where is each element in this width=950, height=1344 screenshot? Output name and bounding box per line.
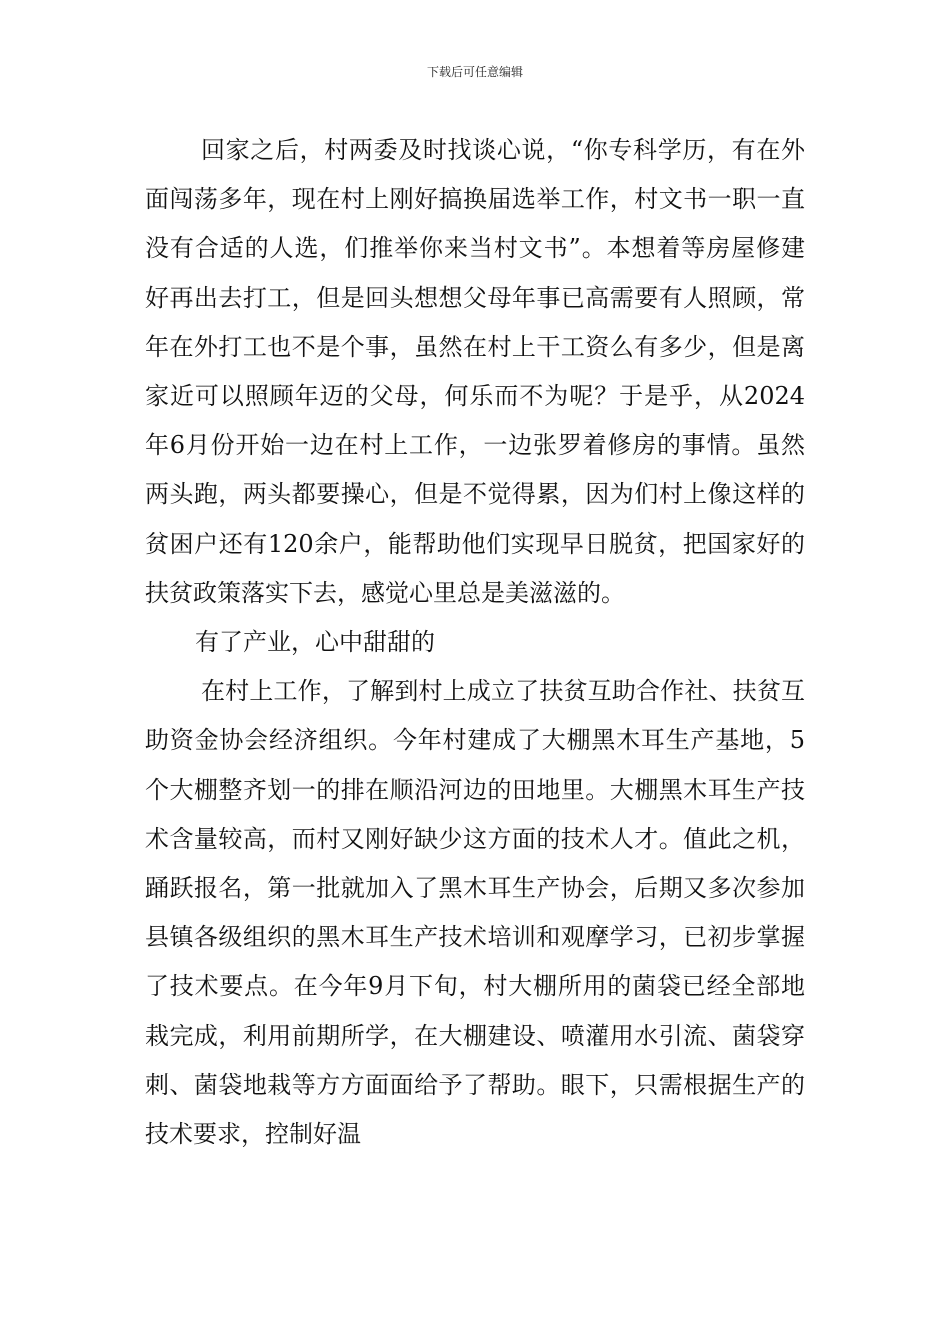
paragraph-returning-home: 回家之后，村两委及时找谈心说，“你专科学历，有在外面闯荡多年，现在村上刚好搞换届选举工作，村文书一职一直没有合适的人选，们推举你来当村文书”。本想着等房屋修建好再出去打工，但是回头想想父母年事已高需要有人照顾，常年在外打工也不是个事，虽然在村上干工资么有多少，但是离家近可以照顾年迈的父母，何乐而不为呢？于是乎，从2024年6月份开始一边在村上工作，一边张罗着修房的事情。虽然两头跑，两头都要操心，但是不觉得累，因为们村上像这样的贫困户还有120余户，能帮助他们实现早日脱贫，把国家好的扶贫政策落实下去，感觉心里总是美滋滋的。 <box>145 136 805 607</box>
page-header: 下载后可任意编辑 <box>426 65 523 79</box>
document-body <box>145 126 805 1159</box>
section-heading: 有了产业，心中甜甜的 <box>195 628 435 657</box>
paragraph-village-work: 在村上工作，了解到村上成立了扶贫互助合作社、扶贫互助资金协会经济组织。今年村建成了大棚黑木耳生产基地，5个大棚整齐划一的排在顺沿河边的田地里。大棚黑木耳生产技术含量较高，而村又刚好缺少这方面的技术人才。值此之机，踊跃报名，第一批就加入了黑木耳生产协会，后期又多次参加县镇各级组织的黑木耳生产技术培训和观摩学习，已初步掌握了技术要点。在今年9月下旬，村大棚所用的菌袋已经全部地栽完成，利用前期所学，在大棚建设、喷灌用水引流、菌袋穿刺、菌袋地栽等方方面面给予了帮助。眼下，只需根据生产的技术要求，控制好温 <box>145 677 805 1149</box>
